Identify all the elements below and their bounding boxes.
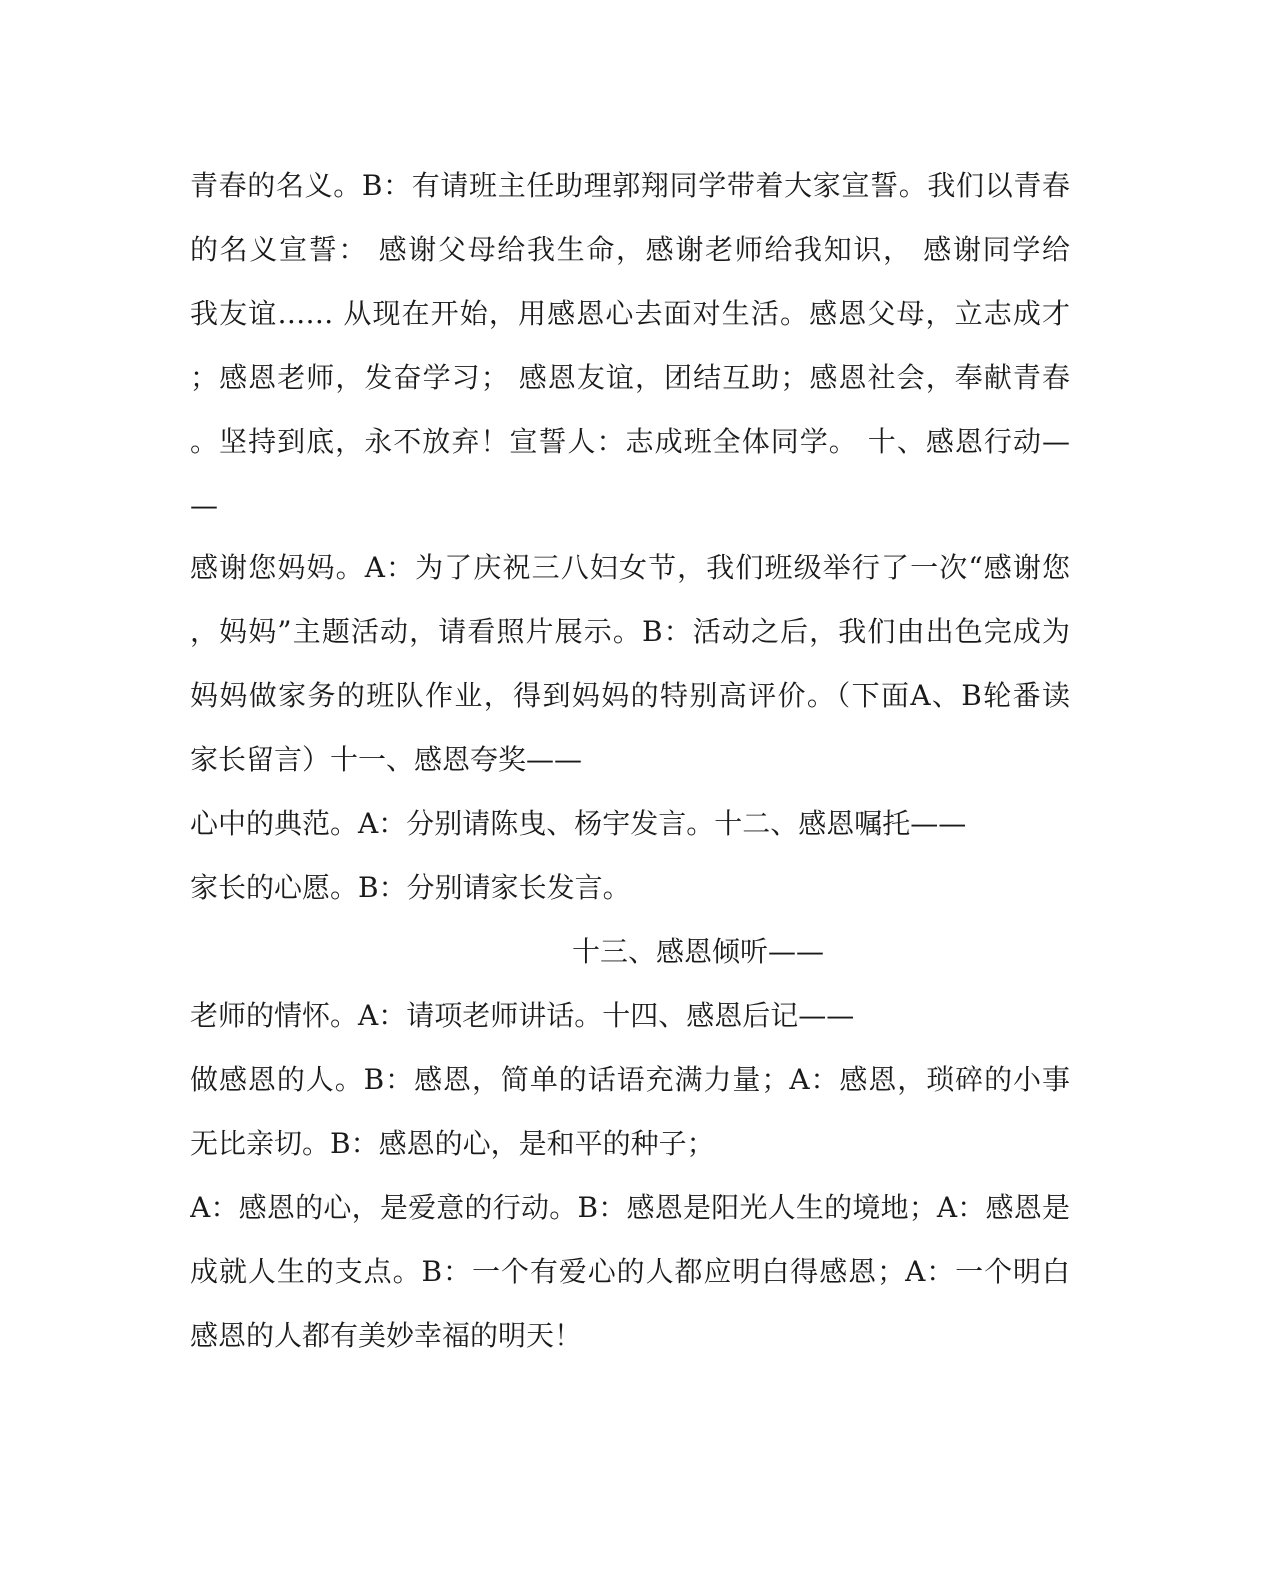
text-line: 做感恩的人。B：感恩，简单的话语充满力量；A：感恩，琐碎的小事 (190, 1063, 1070, 1096)
text-line: 心中的典范。A：分别请陈曳、杨宇发言。十二、感恩嘱托—— (190, 807, 967, 840)
text-line: 老师的情怀。A：请项老师讲话。十四、感恩后记—— (190, 999, 855, 1032)
text-line: 我友谊…… 从现在开始，用感恩心去面对生活。感恩父母，立志成才 (190, 297, 1070, 330)
text-line: — (190, 489, 218, 522)
text-line: 家长的心愿。B：分别请家长发言。 (190, 871, 631, 904)
text-line: 成就人生的支点。B：一个有爱心的人都应明白得感恩；A：一个明白 (190, 1255, 1070, 1288)
text-line: 。坚持到底，永不放弃！宣誓人：志成班全体同学。 十、感恩行动— (190, 425, 1070, 458)
text-line: 青春的名义。B：有请班主任助理郭翔同学带着大家宣誓。我们以青春 (190, 169, 1070, 202)
text-line: 家长留言）十一、感恩夸奖—— (190, 743, 583, 776)
section-heading: 十三、感恩倾听—— (572, 935, 825, 968)
text-line: ，妈妈”主题活动，请看照片展示。B：活动之后，我们由出色完成为 (190, 615, 1070, 648)
text-line: 感谢您妈妈。A：为了庆祝三八妇女节，我们班级举行了一次“感谢您 (190, 551, 1070, 584)
text-line: 的名义宣誓： 感谢父母给我生命，感谢老师给我知识， 感谢同学给 (190, 233, 1070, 266)
text-line: 无比亲切。B：感恩的心，是和平的种子； (190, 1127, 715, 1160)
text-line: ；感恩老师，发奋学习； 感恩友谊，团结互助；感恩社会，奉献青春 (190, 361, 1070, 394)
text-line: 感恩的人都有美妙幸福的明天！ (190, 1319, 583, 1352)
text-line: 妈妈做家务的班队作业，得到妈妈的特别高评价。（下面A、B轮番读 (190, 679, 1070, 712)
text-line: A：感恩的心，是爱意的行动。B：感恩是阳光人生的境地；A：感恩是 (190, 1191, 1070, 1224)
